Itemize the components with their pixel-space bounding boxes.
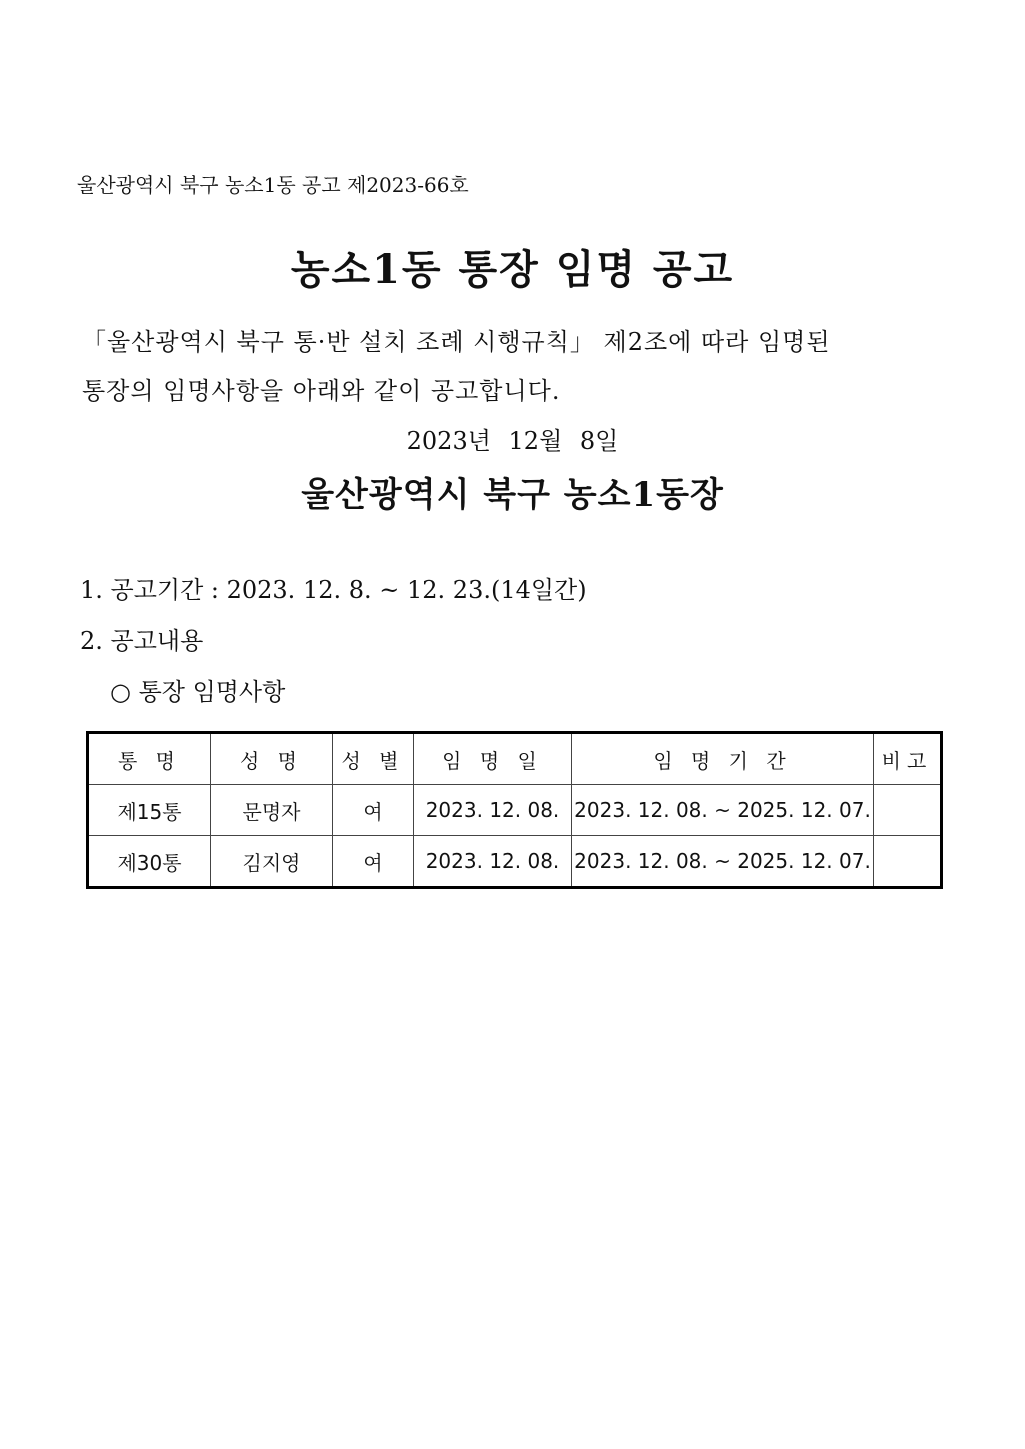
table-header-row: [88, 733, 942, 785]
cell-person-name: 김지영: [211, 836, 333, 888]
cell-gender: 여: [333, 836, 414, 888]
header-appointment-date: 임 명 일: [414, 733, 572, 785]
table-row: [88, 785, 942, 836]
header-gender: 성 별: [333, 733, 414, 785]
cell-tong-name: 제15통: [88, 785, 211, 836]
cell-remarks: [874, 836, 942, 888]
cell-appointment-period: 2023. 12. 08. ~ 2025. 12. 07.: [572, 785, 874, 836]
cell-person-name: 문명자: [211, 785, 333, 836]
notice-content-heading: 2. 공고내용: [80, 627, 204, 655]
cell-remarks: [874, 785, 942, 836]
body-text-line-2: 통장의 임명사항을 아래와 같이 공고합니다.: [82, 377, 561, 405]
cell-appointment-date: 2023. 12. 08.: [414, 836, 572, 888]
body-text-line-1: 「울산광역시 북구 통·반 설치 조례 시행규칙」 제2조에 따라 임명된: [82, 328, 831, 356]
cell-appointment-period: 2023. 12. 08. ~ 2025. 12. 07.: [572, 836, 874, 888]
header-tong-name: 통 명: [88, 733, 211, 785]
issuer-name: 울산광역시 북구 농소1동장: [301, 475, 724, 515]
header-remarks: 비고: [874, 733, 942, 785]
appointment-subheading: ○ 통장 임명사항: [110, 678, 286, 706]
cell-gender: 여: [333, 785, 414, 836]
appointment-table-wrapper: [86, 731, 943, 889]
page-title: 농소1동 통장 임명 공고: [290, 246, 735, 293]
notice-number: 울산광역시 북구 농소1동 공고 제2023-66호: [77, 173, 469, 197]
cell-tong-name: 제30통: [88, 836, 211, 888]
notice-period: 1. 공고기간 : 2023. 12. 8. ~ 12. 23.(14일간): [80, 576, 587, 604]
header-person-name: 성 명: [211, 733, 333, 785]
appointment-table: [86, 731, 943, 889]
notice-date: 2023년 12월 8일: [406, 427, 619, 455]
cell-appointment-date: 2023. 12. 08.: [414, 785, 572, 836]
header-appointment-period: 임 명 기 간: [572, 733, 874, 785]
table-row: [88, 836, 942, 888]
